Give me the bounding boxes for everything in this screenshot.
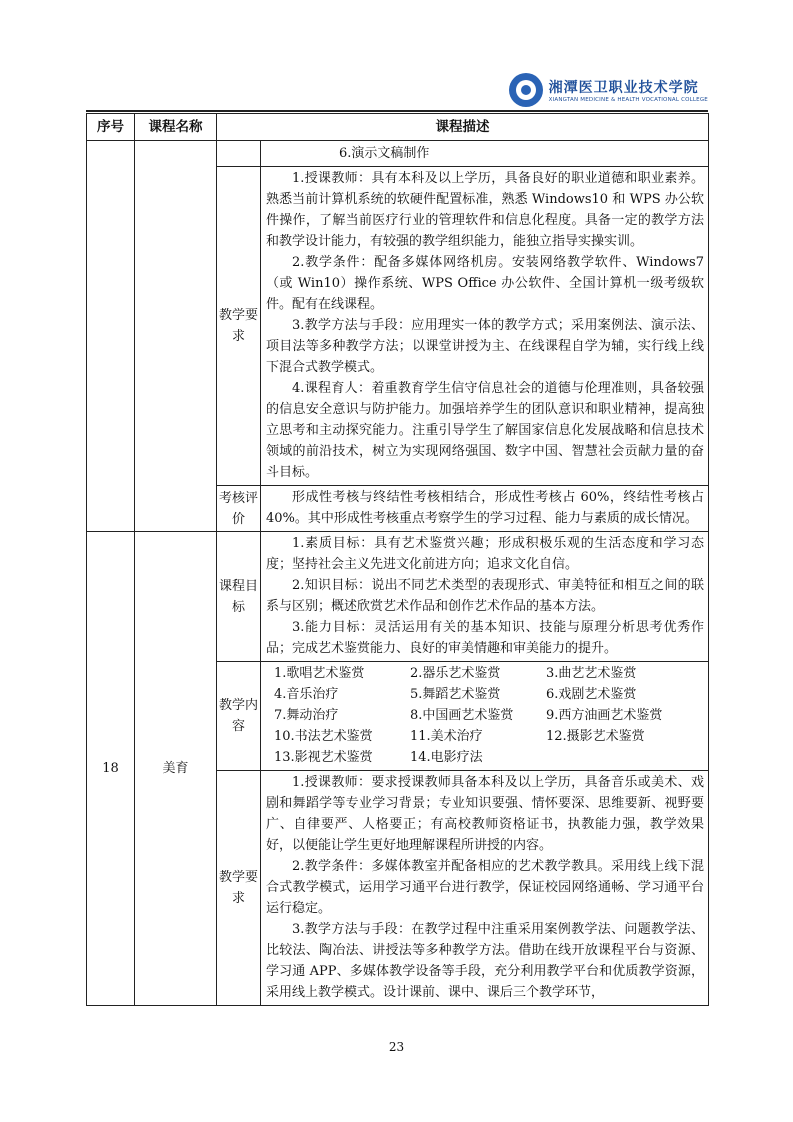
- header-description: 课程描述: [217, 114, 709, 141]
- cont-name-cell: [135, 141, 217, 532]
- list-item: 7.舞动治疗: [274, 708, 339, 723]
- course-18-req-text: [261, 771, 709, 1006]
- goal-para-1: 1.素质目标：具有艺术鉴赏兴趣；形成积极乐观的生活态度和学习态度；坚持社会主义先进文化前进方向；追求文化自信。: [266, 536, 704, 572]
- list-item: 5.舞蹈艺术鉴赏: [410, 687, 501, 702]
- page-number: 23: [388, 1040, 405, 1054]
- list-item: 13.影视艺术鉴赏: [274, 750, 373, 765]
- page-header: [86, 70, 708, 110]
- list-item: 8.中国画艺术鉴赏: [410, 708, 514, 723]
- course-18-goal-text: [261, 532, 709, 662]
- cont-content-label-cell: [217, 141, 261, 167]
- header-course-name: 课程名称: [135, 114, 217, 141]
- cont-no-cell: [87, 141, 135, 532]
- req-para-3: 3.教学方法与手段：在教学过程中注重采用案例教学法、问题教学法、比较法、陶冶法、讲授法等多种教学方法。借助在线开放课程平台与资源、学习通 APP、多媒体教学设备等手段，充分利用教学平台和优质教学资源，采用线上教学模式。设计课前、课中、课后三个教学环节，: [266, 922, 704, 1000]
- table-row: [87, 532, 709, 662]
- school-name-cn: 湘潭医卫职业技术学院: [548, 80, 699, 96]
- school-logo: [509, 70, 708, 110]
- list-item: 14.电影疗法: [410, 750, 483, 765]
- course-18-content-label: 教学内容: [217, 662, 261, 771]
- course-18-name: 美育: [135, 532, 217, 1006]
- header-no: 序号: [87, 114, 135, 141]
- list-item: 9.西方油画艺术鉴赏: [546, 708, 663, 723]
- school-name-en: XIANGTAN MEDICINE & HEALTH VOCATIONAL COLLEGE: [548, 97, 708, 103]
- goal-para-3: 3.能力目标：灵活运用有关的基本知识、技能与原理分析思考优秀作品；完成艺术鉴赏能力、良好的审美情趣和审美能力的提升。: [266, 620, 704, 656]
- cont-req-para-1: 1.授课教师：具有本科及以上学历，具备良好的职业道德和职业素养。熟悉当前计算机系统的软硬件配置标准，熟悉 Windows10 和 WPS 办公软件操作，了解当前医疗行业的管理软件和信息化程度。具备一定的教学方法和教学设计能力，有较强的教学组织能力，能独立指导实操实训。: [266, 171, 704, 249]
- cont-req-para-4: 4.课程育人：着重教育学生信守信息社会的道德与伦理准则，具备较强的信息安全意识与防护能力。加强培养学生的团队意识和职业精神，提高独立思考和主动探究能力。注重引导学生了解国家信息化发展战略和信息技术领域的前沿技术，树立为实现网络强国、数字中国、智慧社会贡献力量的奋斗目标。: [266, 381, 704, 480]
- school-seal-icon: [509, 73, 543, 107]
- list-item: 10.书法艺术鉴赏: [274, 729, 373, 744]
- goal-para-2: 2.知识目标：说出不同艺术类型的表现形式、审美特征和相互之间的联系与区别；概述欣赏艺术作品和创作艺术作品的基本方法。: [266, 578, 704, 614]
- list-item: 4.音乐治疗: [274, 687, 339, 702]
- req-para-2: 2.教学条件：多媒体教室并配备相应的艺术教学教具。采用线上线下混合式教学模式，运用学习通平台进行教学，保证校园网络通畅、学习通平台运行稳定。: [266, 859, 704, 916]
- cont-req-para-3: 3.教学方法与手段：应用理实一体的教学方式；采用案例法、演示法、项目法等多种教学方法；以课堂讲授为主、在线课程自学为辅，实行线上线下混合式教学模式。: [266, 318, 704, 375]
- header-rule: [86, 110, 708, 112]
- table-row: [87, 141, 709, 167]
- cont-eval-text: [261, 486, 709, 532]
- course-table: [86, 113, 709, 1006]
- list-item: 1.歌唱艺术鉴赏: [274, 666, 365, 681]
- list-item: 12.摄影艺术鉴赏: [546, 729, 645, 744]
- cont-eval-para: 形成性考核与终结性考核相结合，形成性考核占 60%，终结性考核占 40%。其中形成性考核重点考察学生的学习过程、能力与素质的成长情况。: [266, 490, 704, 526]
- cont-req-para-2: 2.教学条件：配备多媒体网络机房。安装网络教学软件、Windows7（或 Win10）操作系统、WPS Office 办公软件、全国计算机一级考级软件。配有在线课程。: [266, 255, 704, 312]
- course-18-goal-label: 课程目标: [217, 532, 261, 662]
- list-item: 6.戏剧艺术鉴赏: [546, 687, 637, 702]
- course-18-no: 18: [87, 532, 135, 1006]
- table-header-row: [87, 114, 709, 141]
- cont-content-item: 6.演示文稿制作: [261, 141, 709, 167]
- course-18-req-label: 教学要求: [217, 771, 261, 1006]
- req-para-1: 1.授课教师：要求授课教师具备本科及以上学历，具备音乐或美术、戏剧和舞蹈学等专业学习背景；专业知识要强、情怀要深、思维要新、视野要广、自律要严、人格要正；有高校教师资格证书，执教能力强，教学效果好，以便能让学生更好地理解课程所讲授的内容。: [266, 775, 704, 853]
- cont-eval-label: 考核评价: [217, 486, 261, 532]
- list-item: 3.曲艺艺术鉴赏: [546, 666, 637, 681]
- course-18-content-list: [261, 662, 709, 771]
- list-item: 11.美术治疗: [410, 729, 483, 744]
- cont-req-label: 教学要求: [217, 167, 261, 486]
- cont-req-text: [261, 167, 709, 486]
- list-item: 2.器乐艺术鉴赏: [410, 666, 501, 681]
